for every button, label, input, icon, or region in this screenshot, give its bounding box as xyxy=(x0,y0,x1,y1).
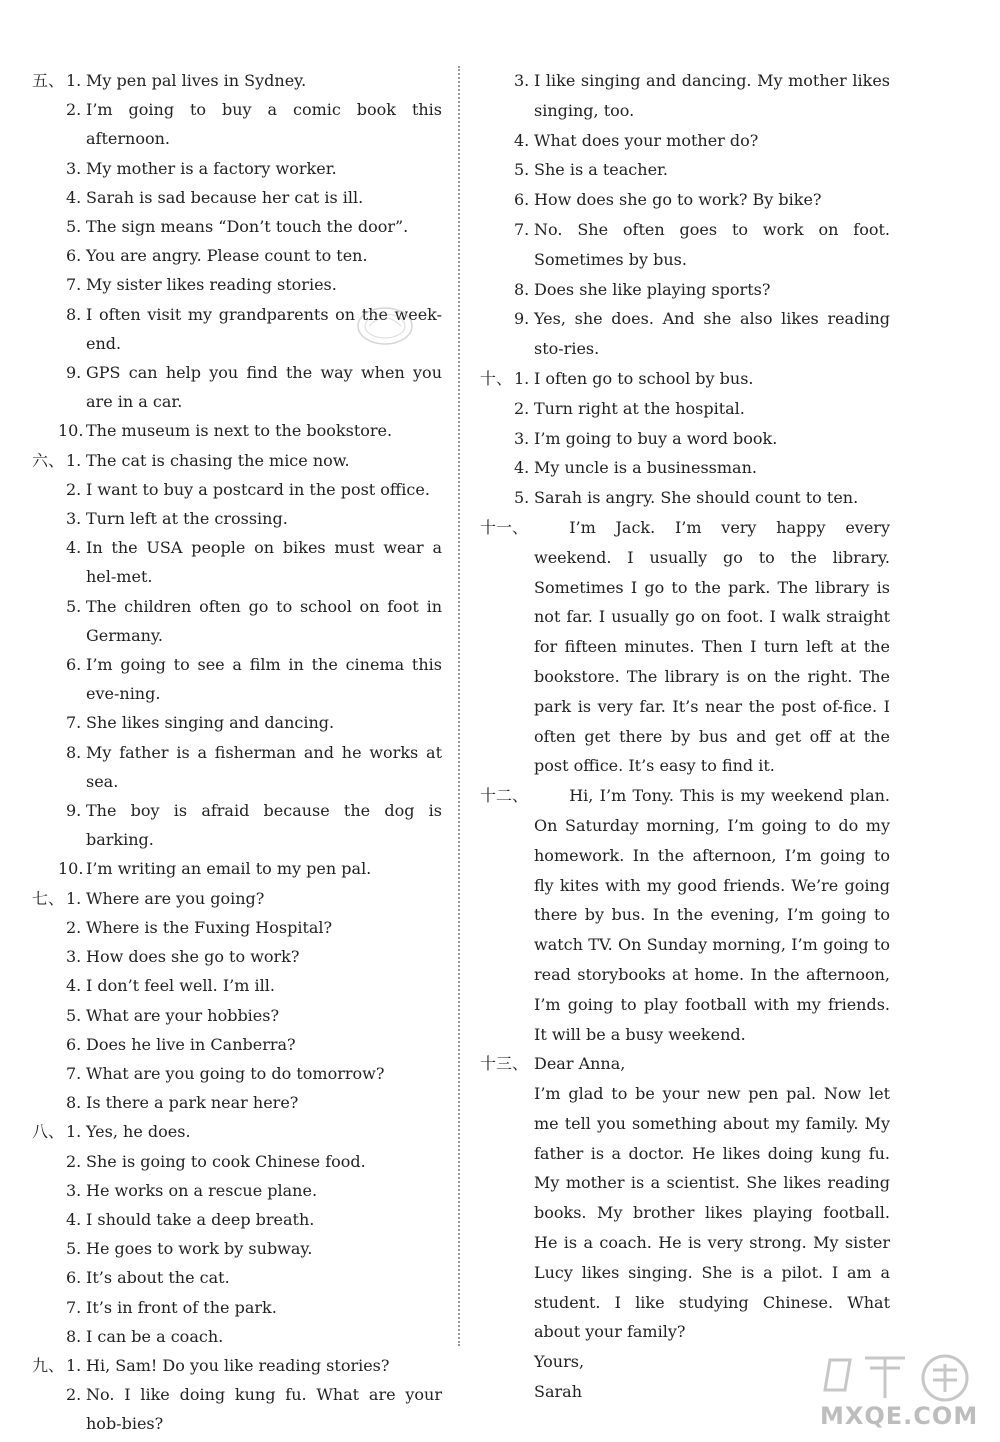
answer-item: 5. What are your hobbies? xyxy=(66,1005,280,1025)
answer-item: 4. I should take a deep breath. xyxy=(66,1209,315,1229)
answer-item: 9. Yes, she does. And she also likes reading sto-ries. xyxy=(514,309,890,359)
answer-item: 2. Turn right at the hospital. xyxy=(514,398,745,418)
answer-item: 8. Is there a park near here? xyxy=(66,1093,299,1113)
stamp-watermark-icon xyxy=(355,304,415,348)
section-eight xyxy=(32,1117,442,1351)
answer-item: 2. Where is the Fuxing Hospital? xyxy=(66,917,333,937)
site-watermark-text: MXQE.COM xyxy=(820,1402,979,1430)
section-six xyxy=(32,446,442,884)
left-column xyxy=(32,66,442,1439)
answer-item: 5. The children often go to school on foot in Germany. xyxy=(66,596,442,645)
section-twelve xyxy=(480,781,890,1049)
answer-item: 5. She is a teacher. xyxy=(514,160,669,180)
answer-item: 3. How does she go to work? xyxy=(66,947,300,967)
answer-item: 4. What does your mother do? xyxy=(514,130,759,150)
answer-item: 9. The boy is afraid because the dog is barking. xyxy=(66,801,442,850)
answer-item: 1. The cat is chasing the mice now. xyxy=(66,450,350,470)
right-column xyxy=(480,66,890,1407)
section-eleven xyxy=(480,513,890,781)
section-marker: 五、 xyxy=(32,71,65,90)
answer-item: 3. I like singing and dancing. My mother likes singing, too. xyxy=(514,71,890,120)
answer-item: 4. In the USA people on bikes must wear a hel-met. xyxy=(66,538,442,587)
answer-item: 5. Sarah is angry. She should count to ten. xyxy=(514,488,859,508)
answer-item: 8. My father is a fisherman and he works at sea. xyxy=(66,742,442,791)
letter-greeting: Dear Anna, xyxy=(534,1054,626,1074)
section-ten xyxy=(480,364,890,513)
answer-item: 2. No. I like doing kung fu. What are your hob-bies? xyxy=(66,1385,442,1434)
section-nine xyxy=(32,1351,442,1439)
section-marker: 十、 xyxy=(480,368,513,388)
answer-item: 2. She is going to cook Chinese food. xyxy=(66,1151,366,1171)
letter-signature: Sarah xyxy=(534,1382,582,1402)
answer-item: 7. It’s in front of the park. xyxy=(66,1297,277,1317)
answer-item: 8. Does she like playing sports? xyxy=(514,279,771,299)
answer-item: 4. I don’t feel well. I’m ill. xyxy=(66,976,275,996)
section-seven xyxy=(32,884,442,1118)
answer-item: 8. I often visit my grandparents on the week-end. xyxy=(66,304,442,353)
answer-item: 2. I’m going to buy a comic book this afternoon. xyxy=(66,100,442,149)
section-five xyxy=(32,66,442,446)
composition-paragraph: I’m Jack. I’m very happy every weekend. I usually go to the library. Sometimes I go to the park. The library is not far. I usually go on foot. I walk straight for fifteen minutes. Then I turn left at the bookstore. The library is on the right. The park is very far. It’s near the post of-fice. I often get there by bus and get off at the post office. It’s easy to find it. xyxy=(534,517,890,776)
answer-item: 1. Hi, Sam! Do you like reading stories? xyxy=(66,1355,390,1375)
answer-item: 4. Sarah is sad because her cat is ill. xyxy=(66,187,364,207)
answer-item: 9. GPS can help you find the way when you are in a car. xyxy=(66,363,442,412)
answer-item: 10. I’m writing an email to my pen pal. xyxy=(58,859,372,879)
answer-item: 7. What are you going to do tomorrow? xyxy=(66,1063,385,1083)
answer-item: 6. Does he live in Canberra? xyxy=(66,1034,296,1054)
answer-item: 10. The museum is next to the bookstore. xyxy=(58,421,393,441)
answer-item: 4. My uncle is a businessman. xyxy=(514,458,757,478)
answer-item: 6. I’m going to see a film in the cinema this eve-ning. xyxy=(66,655,442,704)
section-marker: 六、 xyxy=(32,450,65,470)
composition-paragraph: Hi, I’m Tony. This is my weekend plan. On Saturday morning, I’m going to do my homework. In the afternoon, I’m going to fly kites with my good friends. We’re going there by bus. In the evening, I’m going to watch TV. On Sunday morning, I’m going to read storybooks at home. In the afternoon, I’m going to play football with my friends. It will be a busy weekend. xyxy=(534,786,890,1044)
answer-item: 6. You are angry. Please count to ten. xyxy=(66,246,368,266)
answer-item: 3. Turn left at the crossing. xyxy=(66,509,288,529)
answer-item: 1. Yes, he does. xyxy=(66,1122,191,1142)
answer-item: 3. I’m going to buy a word book. xyxy=(514,428,778,448)
section-marker: 七、 xyxy=(32,888,65,908)
answer-item: 7. My sister likes reading stories. xyxy=(66,275,337,295)
letter-closing: Yours, xyxy=(534,1352,585,1372)
answer-item: 6. How does she go to work? By bike? xyxy=(514,190,822,210)
answer-item: 7. No. She often goes to work on foot. Sometimes by bus. xyxy=(514,219,890,269)
answer-item: 1. I often go to school by bus. xyxy=(514,368,754,388)
section-marker: 九、 xyxy=(32,1355,65,1375)
section-marker: 十一、 xyxy=(480,517,529,537)
answer-item: 8. I can be a coach. xyxy=(66,1326,224,1346)
answer-item: 1. My pen pal lives in Sydney. xyxy=(66,71,307,90)
answer-item: 2. I want to buy a postcard in the post office. xyxy=(66,479,430,499)
column-divider xyxy=(458,66,460,1346)
answer-item: 1. Where are you going? xyxy=(66,888,265,908)
answer-item: 5. He goes to work by subway. xyxy=(66,1239,313,1259)
section-marker: 十二、 xyxy=(480,786,529,806)
section-marker: 十三、 xyxy=(480,1054,529,1074)
answer-item: 7. She likes singing and dancing. xyxy=(66,713,335,733)
answer-item: 6. It’s about the cat. xyxy=(66,1268,230,1288)
letter-body: I’m glad to be your new pen pal. Now let me tell you something about my family. My father is a doctor. He likes doing kung fu. My mother is a scientist. She likes reading books. My brother likes playing football. He is a coach. He is very strong. My sister Lucy likes singing. She is a pilot. I am a student. I like studying Chinese. What about your family? xyxy=(534,1084,890,1342)
section-marker: 八、 xyxy=(32,1122,65,1142)
section-nine-continued xyxy=(480,66,890,364)
answer-item: 5. The sign means “Don’t touch the door”. xyxy=(66,217,409,237)
answer-item: 3. My mother is a factory worker. xyxy=(66,158,337,178)
answer-item: 3. He works on a rescue plane. xyxy=(66,1180,318,1200)
